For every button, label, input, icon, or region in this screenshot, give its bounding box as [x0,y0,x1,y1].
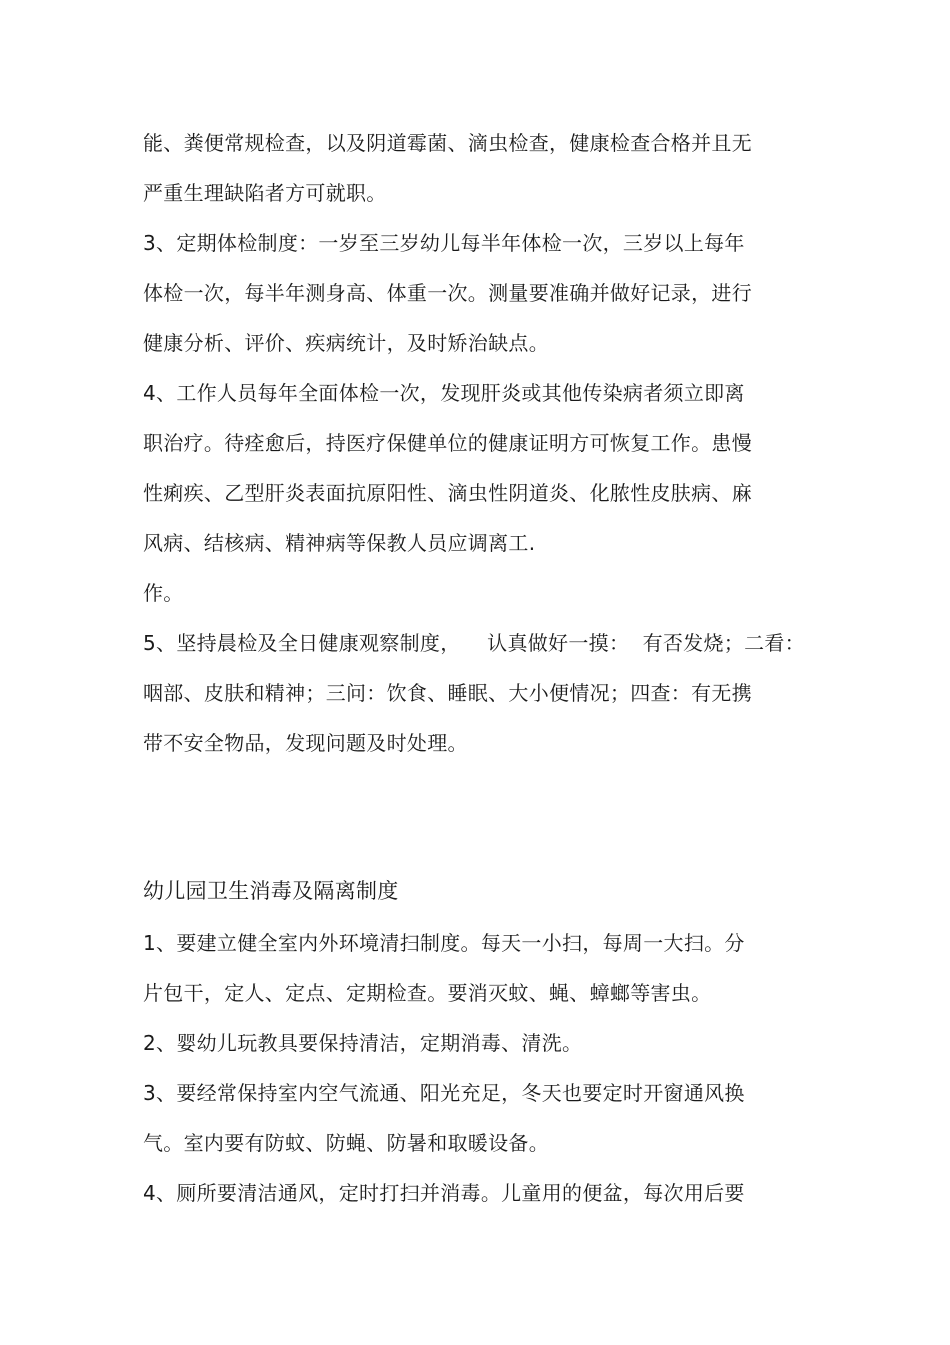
paragraph-line: 5、坚持晨检及全日健康观察制度， 认真做好一摸： 有否发烧；二看： [143,631,805,655]
paragraph-line: 能、粪便常规检查，以及阴道霉菌、滴虫检查，健康检查合格并且无 [143,131,752,155]
section-title: 幼儿园卫生消毒及隔离制度 [143,879,399,903]
paragraph-line: 性痢疾、乙型肝炎表面抗原阳性、滴虫性阴道炎、化脓性皮肤病、麻 [143,481,752,505]
paragraph-line: 气。室内要有防蚊、防蝇、防暑和取暖设备。 [143,1131,549,1155]
paragraph-line: 4、工作人员每年全面体检一次，发现肝炎或其他传染病者须立即离 [143,381,745,405]
paragraph-line: 职治疗。待痊愈后，持医疗保健单位的健康证明方可恢复工作。患慢 [143,431,752,455]
paragraph-line: 带不安全物品，发现问题及时处理。 [143,731,468,755]
paragraph-line: 作。 [143,581,184,605]
paragraph-line: 4、厕所要清洁通风，定时打扫并消毒。儿童用的便盆，每次用后要 [143,1181,745,1205]
paragraph-line: 1、要建立健全室内外环境清扫制度。每天一小扫，每周一大扫。分 [143,931,745,955]
paragraph-line: 咽部、皮肤和精神；三问：饮食、睡眠、大小便情况；四查：有无携 [143,681,752,705]
paragraph-line: 严重生理缺陷者方可就职。 [143,181,387,205]
paragraph-line: 体检一次，每半年测身高、体重一次。测量要准确并做好记录，进行 [143,281,752,305]
paragraph-line: 片包干，定人、定点、定期检查。要消灭蚊、蝇、蟑螂等害虫。 [143,981,712,1005]
paragraph-line: 风病、结核病、精神病等保教人员应调离工. [143,531,536,555]
paragraph-line: 3、定期体检制度：一岁至三岁幼儿每半年体检一次，三岁以上每年 [143,231,745,255]
paragraph-line: 3、要经常保持室内空气流通、阳光充足，冬天也要定时开窗通风换 [143,1081,745,1105]
paragraph-line: 健康分析、评价、疾病统计，及时矫治缺点。 [143,331,549,355]
paragraph-line: 2、婴幼儿玩教具要保持清洁，定期消毒、清洗。 [143,1031,583,1055]
